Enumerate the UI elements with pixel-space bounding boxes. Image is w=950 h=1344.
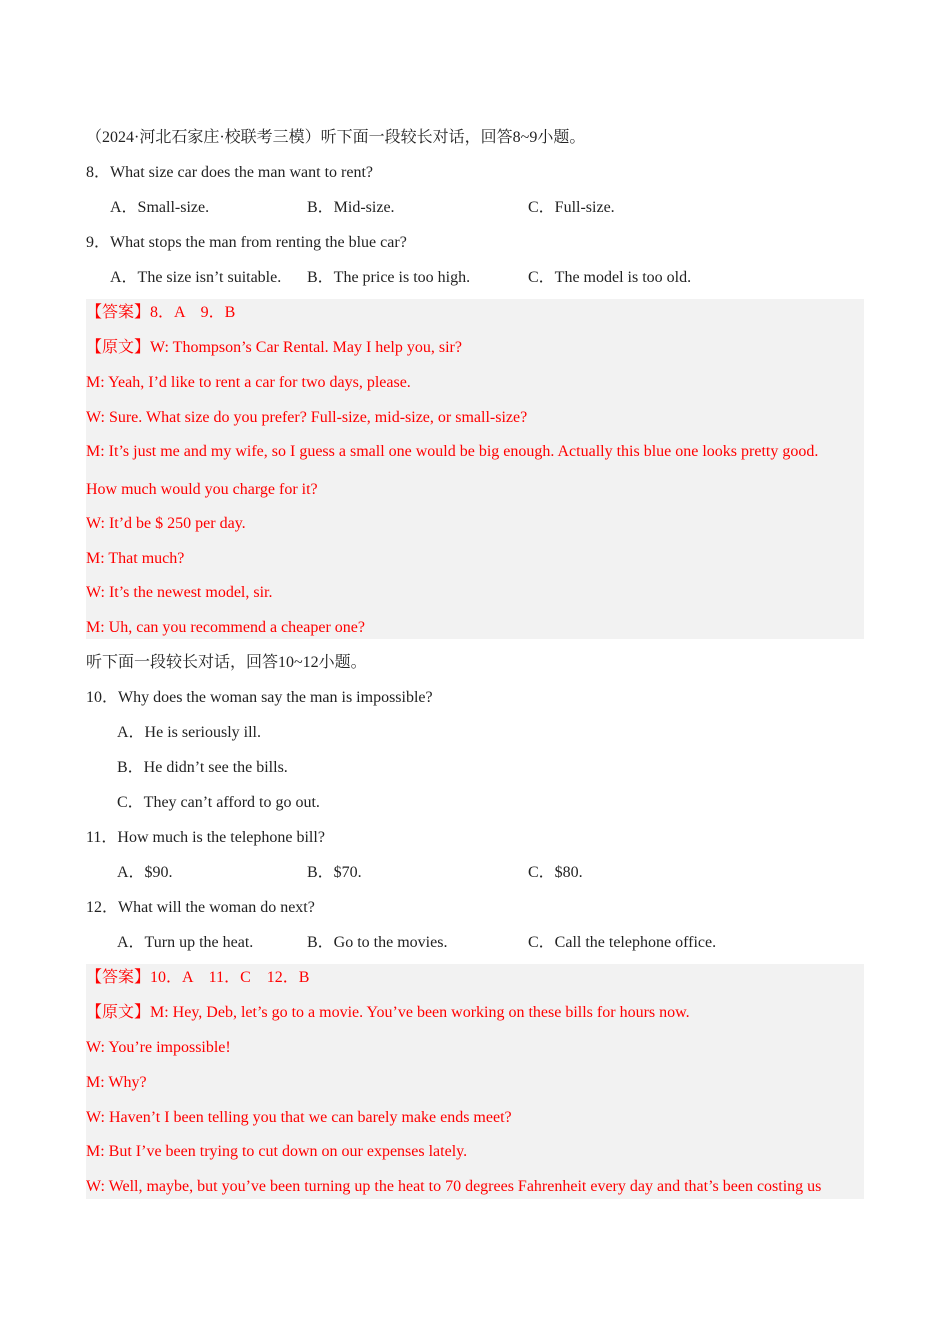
transcript-2-line-2: W: You’re impossible! (86, 1039, 231, 1056)
section-1-heading: （2024·河北石家庄·校联考三模）听下面一段较长对话，回答8~9小题。 (86, 129, 586, 146)
transcript-1-line-8: W: It’s the newest model, sir. (86, 584, 273, 601)
transcript-2-line-4: W: Haven’t I been telling you that we can barely make ends meet? (86, 1109, 512, 1126)
transcript-1-line-2: M: Yeah, I’d like to rent a car for two days, please. (86, 374, 411, 391)
q12-option-a: A．Turn up the heat. (117, 934, 254, 951)
q11-option-b: B．$70. (307, 864, 362, 881)
q10-option-a: A．He is seriously ill. (117, 724, 261, 741)
transcript-2-line-5: M: But I’ve been trying to cut down on our expenses lately. (86, 1143, 468, 1160)
answer-key-1: 【答案】8．A 9．B (86, 304, 236, 321)
q8-option-a: A．Small-size. (110, 199, 210, 216)
q11-option-a: A．$90. (117, 864, 173, 881)
transcript-1-line-5: How much would you charge for it? (86, 481, 318, 498)
question-9: 9．What stops the man from renting the blue car? (86, 234, 407, 251)
answer-key-2: 【答案】10．A 11．C 12．B (86, 969, 310, 986)
transcript-2-line-3: M: Why? (86, 1074, 147, 1091)
q12-option-b: B．Go to the movies. (307, 934, 448, 951)
q9-option-c: C．The model is too old. (528, 269, 692, 286)
transcript-1-line-9: M: Uh, can you recommend a cheaper one? (86, 619, 365, 636)
q10-option-b: B．He didn’t see the bills. (117, 759, 288, 776)
answer-block-2-bg (86, 964, 864, 1199)
transcript-1-line-7: M: That much? (86, 550, 185, 567)
transcript-2-line-6: W: Well, maybe, but you’ve been turning up the heat to 70 degrees Fahrenheit every day and that’s been costing us (86, 1178, 822, 1195)
transcript-1-line-4: M: It’s just me and my wife, so I guess a small one would be big enough. Actually this blue one looks pretty good. (86, 443, 819, 460)
q8-option-b: B．Mid-size. (307, 199, 395, 216)
question-10: 10．Why does the woman say the man is impossible? (86, 689, 433, 706)
transcript-2-line-1: 【原文】M: Hey, Deb, let’s go to a movie. You’ve been working on these bills for hours now. (86, 1004, 690, 1021)
question-8: 8．What size car does the man want to rent? (86, 164, 374, 181)
transcript-1-line-3: W: Sure. What size do you prefer? Full-size, mid-size, or small-size? (86, 409, 528, 426)
q11-option-c: C．$80. (528, 864, 583, 881)
q9-option-a: A．The size isn’t suitable. (110, 269, 282, 286)
transcript-1-line-1: 【原文】W: Thompson’s Car Rental. May I help you, sir? (86, 339, 462, 356)
section-2-heading: 听下面一段较长对话，回答10~12小题。 (86, 654, 367, 671)
question-12: 12．What will the woman do next? (86, 899, 315, 916)
q9-option-b: B．The price is too high. (307, 269, 471, 286)
q10-option-c: C．They can’t afford to go out. (117, 794, 320, 811)
question-11: 11．How much is the telephone bill? (86, 829, 325, 846)
transcript-1-line-6: W: It’d be $ 250 per day. (86, 515, 246, 532)
q8-option-c: C．Full-size. (528, 199, 615, 216)
q12-option-c: C．Call the telephone office. (528, 934, 717, 951)
